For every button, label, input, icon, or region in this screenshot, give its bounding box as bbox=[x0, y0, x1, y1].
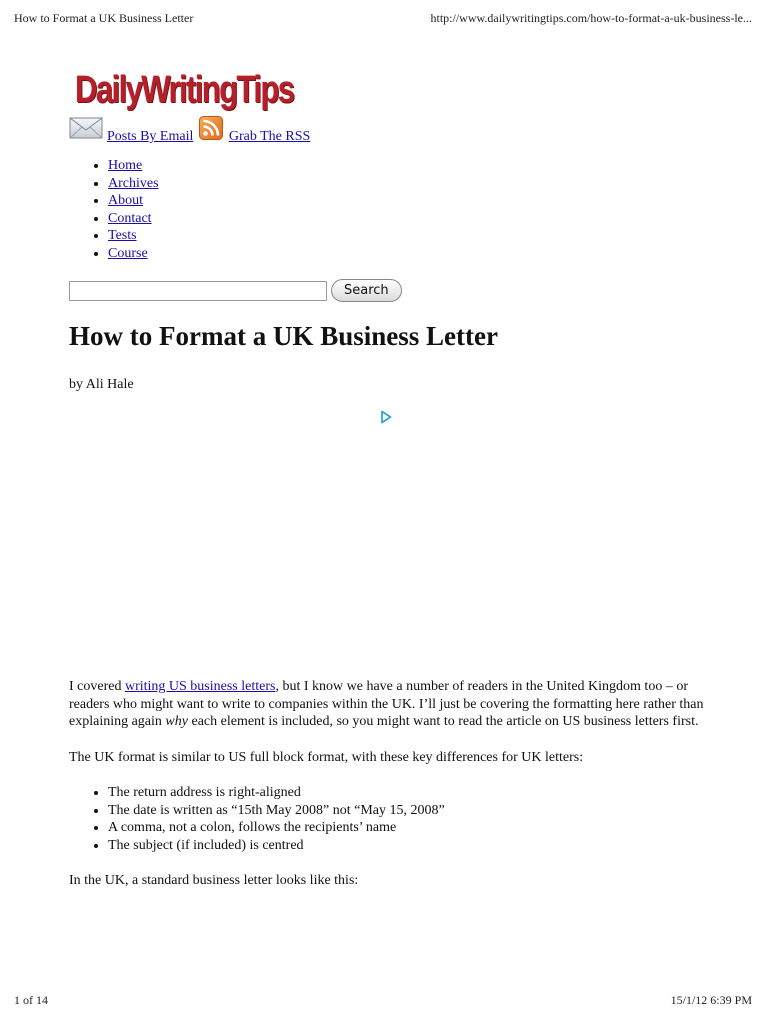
print-header-url: http://www.dailywritingtips.com/how-to-format-a-uk-business-le... bbox=[430, 11, 752, 25]
nav-item-contact bbox=[108, 210, 159, 228]
nav-item-course bbox=[108, 245, 159, 263]
nav-item-archives bbox=[108, 175, 159, 193]
list-item: • The return address is right-aligned bbox=[108, 784, 709, 802]
nav-link-archives[interactable]: Archives bbox=[108, 175, 159, 191]
list-item: • A comma, not a colon, follows the recipients’ name bbox=[108, 819, 709, 837]
rss-icon bbox=[199, 116, 223, 145]
article-paragraph: The UK format is similar to US full block format, with these key differences for UK letters: bbox=[69, 749, 584, 765]
search-button[interactable]: Search bbox=[331, 279, 402, 302]
nav-link-tests[interactable]: Tests bbox=[108, 228, 137, 243]
posts-by-email-link[interactable] bbox=[69, 116, 193, 145]
page-number: 1 of 14 bbox=[14, 993, 48, 1007]
article-paragraph: In the UK, a standard business letter looks like this: bbox=[69, 873, 359, 888]
us-business-letters-link[interactable]: writing US business letters bbox=[124, 679, 276, 694]
article-title: How to Format a UK Business Letter bbox=[69, 321, 498, 351]
posts-by-email-label: Posts By Email bbox=[107, 129, 194, 144]
list-item: • The date is written as “15th May 2008” not “May 15, 2008” bbox=[108, 802, 709, 820]
article-paragraph bbox=[69, 678, 709, 731]
paragraph-text: , but I know we have a number of readers in the United Kingdom too – or readers who might want to write to companies within the UK. I’ll just be covering the formatting here rather than explaining again bbox=[69, 679, 704, 729]
paragraph-text: each element is included, so you might want to read the article on US business letters first. bbox=[187, 714, 699, 729]
list-item: • The subject (if included) is centred bbox=[108, 837, 709, 855]
nav-item-home bbox=[108, 157, 159, 175]
main-nav bbox=[69, 157, 159, 262]
article-byline: by Ali Hale bbox=[69, 377, 134, 392]
nav-link-course[interactable]: Course bbox=[108, 245, 148, 261]
paragraph-text: I covered bbox=[69, 679, 125, 694]
nav-link-contact[interactable]: Contact bbox=[108, 210, 152, 226]
nav-link-home[interactable]: Home bbox=[108, 158, 143, 173]
nav-item-about bbox=[108, 192, 159, 210]
site-logo[interactable]: DailyWritingTips bbox=[75, 69, 294, 111]
emphasis-text: why bbox=[165, 714, 188, 729]
nav-link-about[interactable]: About bbox=[108, 193, 143, 208]
grab-rss-label: Grab The RSS bbox=[228, 129, 311, 144]
print-header-title: How to Format a UK Business Letter bbox=[14, 11, 194, 25]
grab-rss-link[interactable] bbox=[199, 116, 310, 145]
search-input[interactable] bbox=[69, 281, 327, 301]
differences-list bbox=[69, 784, 709, 854]
article-body bbox=[69, 678, 709, 908]
print-timestamp: 15/1/12 6:39 PM bbox=[670, 993, 752, 1007]
adchoices-icon[interactable] bbox=[380, 410, 392, 429]
feed-links bbox=[69, 116, 312, 142]
search-form bbox=[69, 279, 402, 302]
nav-item-tests bbox=[108, 227, 159, 245]
envelope-icon bbox=[69, 116, 103, 145]
